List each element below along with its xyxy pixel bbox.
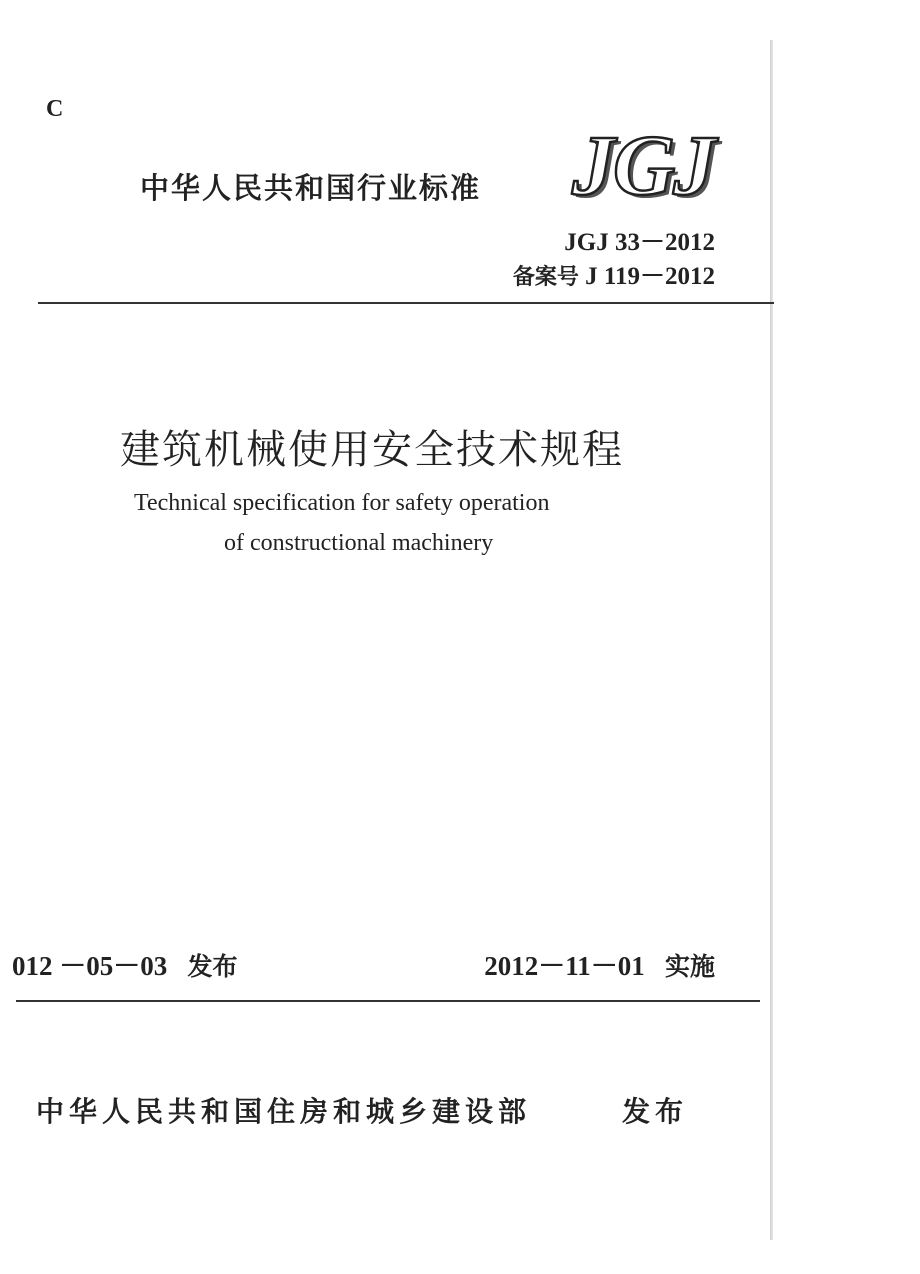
issue-label: 发布 (187, 952, 238, 981)
title-chinese: 建筑机械使用安全技术规程 (120, 427, 624, 473)
implement-label: 实施 (664, 952, 715, 981)
title-english-line-2: of constructional machinery (224, 530, 494, 556)
standard-number: JGJ 33－2012 (564, 229, 715, 256)
classification-code: C (46, 96, 64, 122)
implement-date: 2012－11－01 (484, 951, 645, 981)
page-edge (770, 40, 773, 1240)
issue-date-line (12, 944, 238, 983)
implement-date-line (484, 944, 715, 983)
title-english-line-1: Technical specification for safety operation (134, 490, 550, 516)
issue-date: 012 －05－03 (12, 951, 168, 981)
top-divider (38, 302, 774, 304)
jgj-logo: JGJ (572, 117, 715, 213)
publisher-name: 中华人民共和国住房和城乡建设部 (36, 1095, 532, 1128)
publisher-action: 发布 (622, 1095, 689, 1128)
record-number-value: J 119－2012 (585, 263, 715, 290)
bottom-divider (16, 1000, 760, 1002)
record-number-line (513, 256, 715, 292)
standard-category: 中华人民共和国行业标准 (140, 171, 482, 205)
record-number-label: 备案号 (512, 265, 579, 290)
